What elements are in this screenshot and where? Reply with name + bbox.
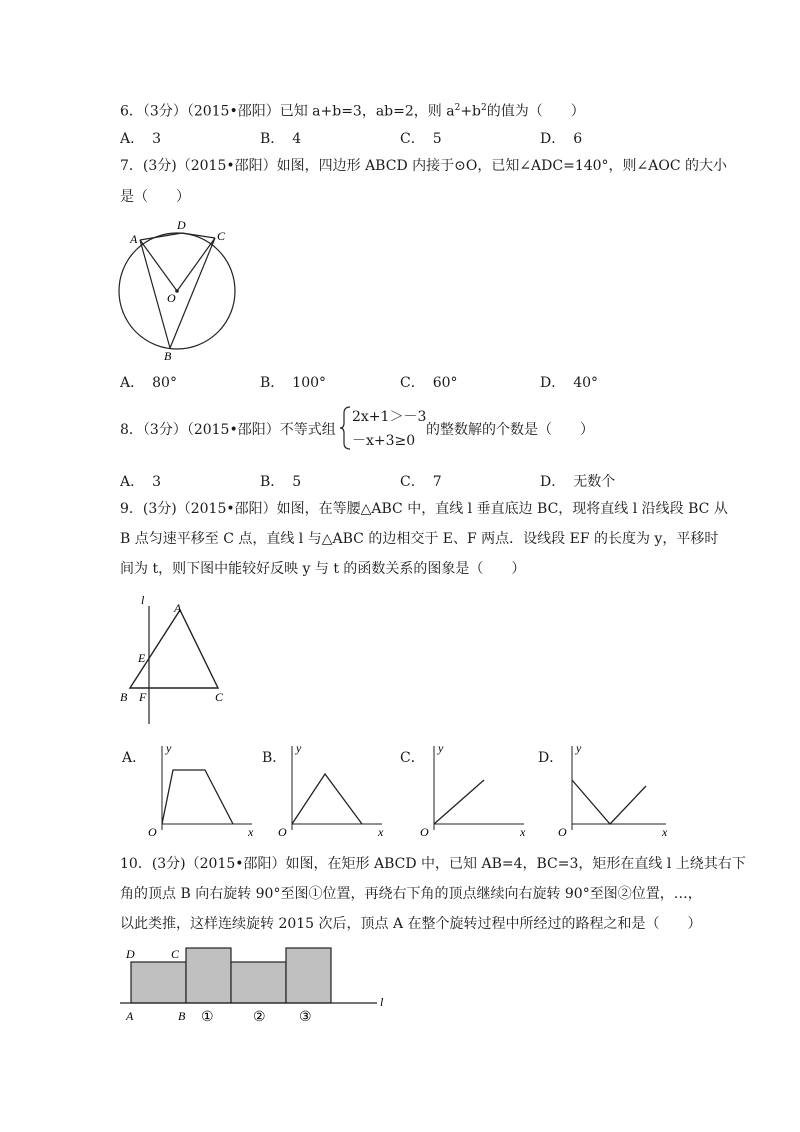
q9-option-c-letter: C． — [400, 750, 425, 766]
label-c: C — [171, 947, 180, 961]
option-text: 5 — [432, 131, 442, 147]
q6-sup-2: 2 — [481, 103, 487, 113]
option-letter: C． — [400, 474, 425, 490]
label-c: C — [215, 690, 224, 704]
option-letter: D． — [540, 474, 566, 490]
option-letter: B． — [260, 474, 285, 490]
label-b: B — [178, 1009, 186, 1023]
q10-stem-line-1: 10．(3分)（2015•邵阳）如图，在矩形 ABCD 中，已知 AB=4，BC=3，矩形在直线 l 上绕其右下 — [120, 856, 746, 872]
segment-ab — [140, 240, 170, 348]
option-letter: A． — [120, 474, 145, 490]
q6-stem — [120, 99, 585, 121]
option-text: 40° — [573, 375, 599, 391]
x-label: x — [378, 825, 384, 838]
label-e: E — [138, 651, 146, 665]
q6-stem-mid: +b — [460, 103, 482, 120]
option-text: 5 — [292, 474, 302, 490]
rect-position-1 — [186, 948, 231, 1003]
q7-option-b — [260, 372, 326, 392]
q8-inequality-2: －x+3≥0 — [352, 433, 416, 449]
x-label: x — [662, 825, 668, 838]
option-letter: C． — [400, 375, 425, 391]
q6-sup-1: 2 — [454, 103, 461, 113]
option-letter: D． — [540, 131, 566, 147]
option-text: 100° — [292, 375, 327, 391]
rect-position-3 — [286, 948, 331, 1003]
brace-icon — [338, 405, 352, 451]
origin-label: O — [558, 825, 567, 838]
graph-peak — [292, 774, 362, 824]
option-letter: C． — [400, 131, 425, 147]
q6-option-b — [260, 128, 301, 148]
label-l: l — [380, 995, 384, 1009]
q10-stem-line-3: 以此类推，这样连续旋转 2015 次后，顶点 A 在整个旋转过程中所经过的路程之和是（ ） — [120, 916, 702, 932]
q8-option-c — [400, 471, 442, 491]
y-label: y — [576, 741, 582, 755]
option-letter: D． — [540, 375, 566, 391]
q9-stem-line-3: 间为 t，则下图中能较好反映 y 与 t 的函数关系的图象是（ ） — [120, 561, 526, 577]
label-d: D — [126, 947, 135, 961]
q9-option-d-letter: D． — [538, 750, 564, 766]
q7-option-c — [400, 372, 458, 392]
option-letter: B． — [260, 131, 285, 147]
q9-option-a-graph — [140, 738, 260, 838]
label-f: F — [139, 690, 147, 704]
option-text: 6 — [573, 131, 583, 147]
q6-stem-post: 的值为（ ） — [486, 103, 585, 120]
label-a: A — [174, 601, 182, 615]
graph-valley — [572, 780, 646, 824]
label-l: l — [141, 593, 145, 607]
rect-abcd — [131, 962, 186, 1003]
label-b: B — [164, 349, 172, 363]
label-o: O — [167, 291, 176, 305]
q7-circle-figure — [110, 215, 250, 365]
graph-trapezoid — [162, 770, 233, 824]
q8-stem-post: 的整数解的个数是（ ） — [426, 422, 594, 438]
q7-option-d — [540, 372, 598, 392]
graph-line — [434, 780, 484, 824]
y-label: y — [438, 741, 444, 755]
label-b: B — [120, 690, 128, 704]
segment-ao — [140, 240, 177, 291]
option-letter: A． — [120, 131, 145, 147]
option-letter: B． — [260, 375, 285, 391]
option-text: 4 — [292, 131, 302, 147]
q8-stem-pre: 8．（3分）（2015•邵阳）不等式组 — [120, 422, 336, 438]
label-a: A — [130, 232, 138, 246]
q6-stem-pre: 6．（3分）（2015•邵阳）已知 a+b=3，ab=2，则 a — [120, 103, 455, 120]
label-position-1: ① — [201, 1010, 214, 1025]
q9-option-b-graph — [270, 738, 390, 838]
option-text: 无数个 — [573, 474, 616, 490]
q7-stem-line-1: 7．(3分)（2015•邵阳）如图，四边形 ABCD 内接于⊙O，已知∠ADC=140°，则∠AOC 的大小 — [120, 158, 728, 174]
x-label: x — [248, 825, 254, 838]
q9-option-d-graph — [550, 738, 675, 838]
q7-option-a — [120, 372, 177, 392]
option-text: 3 — [152, 131, 162, 147]
center-dot — [175, 289, 179, 293]
q9-stem-line-2: B 点匀速平移至 C 点，直线 l 与△ABC 的边相交于 E、F 两点．设线段 EF 的长度为 y，平移时 — [120, 531, 719, 547]
label-position-2: ② — [253, 1010, 266, 1025]
triangle-abc — [130, 610, 218, 688]
q9-stem-line-1: 9．(3分)（2015•邵阳）如图，在等腰△ABC 中，直线 l 垂直底边 BC，现将直线 l 沿线段 BC 从 — [120, 501, 728, 517]
label-a: A — [126, 1009, 134, 1023]
q6-option-a — [120, 128, 161, 148]
q8-inequality-1: 2x+1＞－3 — [352, 409, 427, 425]
rect-position-2 — [231, 962, 286, 1003]
option-text: 80° — [152, 375, 177, 391]
segment-ad — [140, 233, 182, 240]
y-label: y — [166, 741, 172, 755]
origin-label: O — [278, 825, 287, 838]
q6-option-d — [540, 128, 582, 148]
q10-stem-line-2: 角的顶点 B 向右旋转 90°至图①位置，再绕右下角的顶点继续向右旋转 90°至图②位置，…， — [120, 886, 702, 902]
q9-option-c-graph — [412, 738, 532, 838]
option-text: 7 — [432, 474, 442, 490]
option-letter: A． — [120, 375, 145, 391]
option-text: 60° — [432, 375, 458, 391]
q9-option-b-letter: B． — [262, 750, 287, 766]
origin-label: O — [420, 825, 429, 838]
q8-option-a — [120, 471, 161, 491]
option-text: 3 — [152, 474, 162, 490]
label-c: C — [217, 229, 226, 243]
q7-stem-line-2: 是（ ） — [120, 189, 190, 205]
x-label: x — [520, 825, 526, 838]
q9-triangle-figure — [112, 592, 242, 727]
q8-option-b — [260, 471, 301, 491]
q9-option-a-letter: A． — [122, 750, 147, 766]
q6-option-c — [400, 128, 442, 148]
q10-rectangles-figure — [115, 940, 400, 1030]
origin-label: O — [148, 825, 157, 838]
y-label: y — [296, 741, 302, 755]
q8-option-d — [540, 471, 615, 491]
label-position-3: ③ — [299, 1010, 312, 1025]
label-d: D — [177, 218, 186, 232]
segment-cb — [170, 238, 215, 348]
